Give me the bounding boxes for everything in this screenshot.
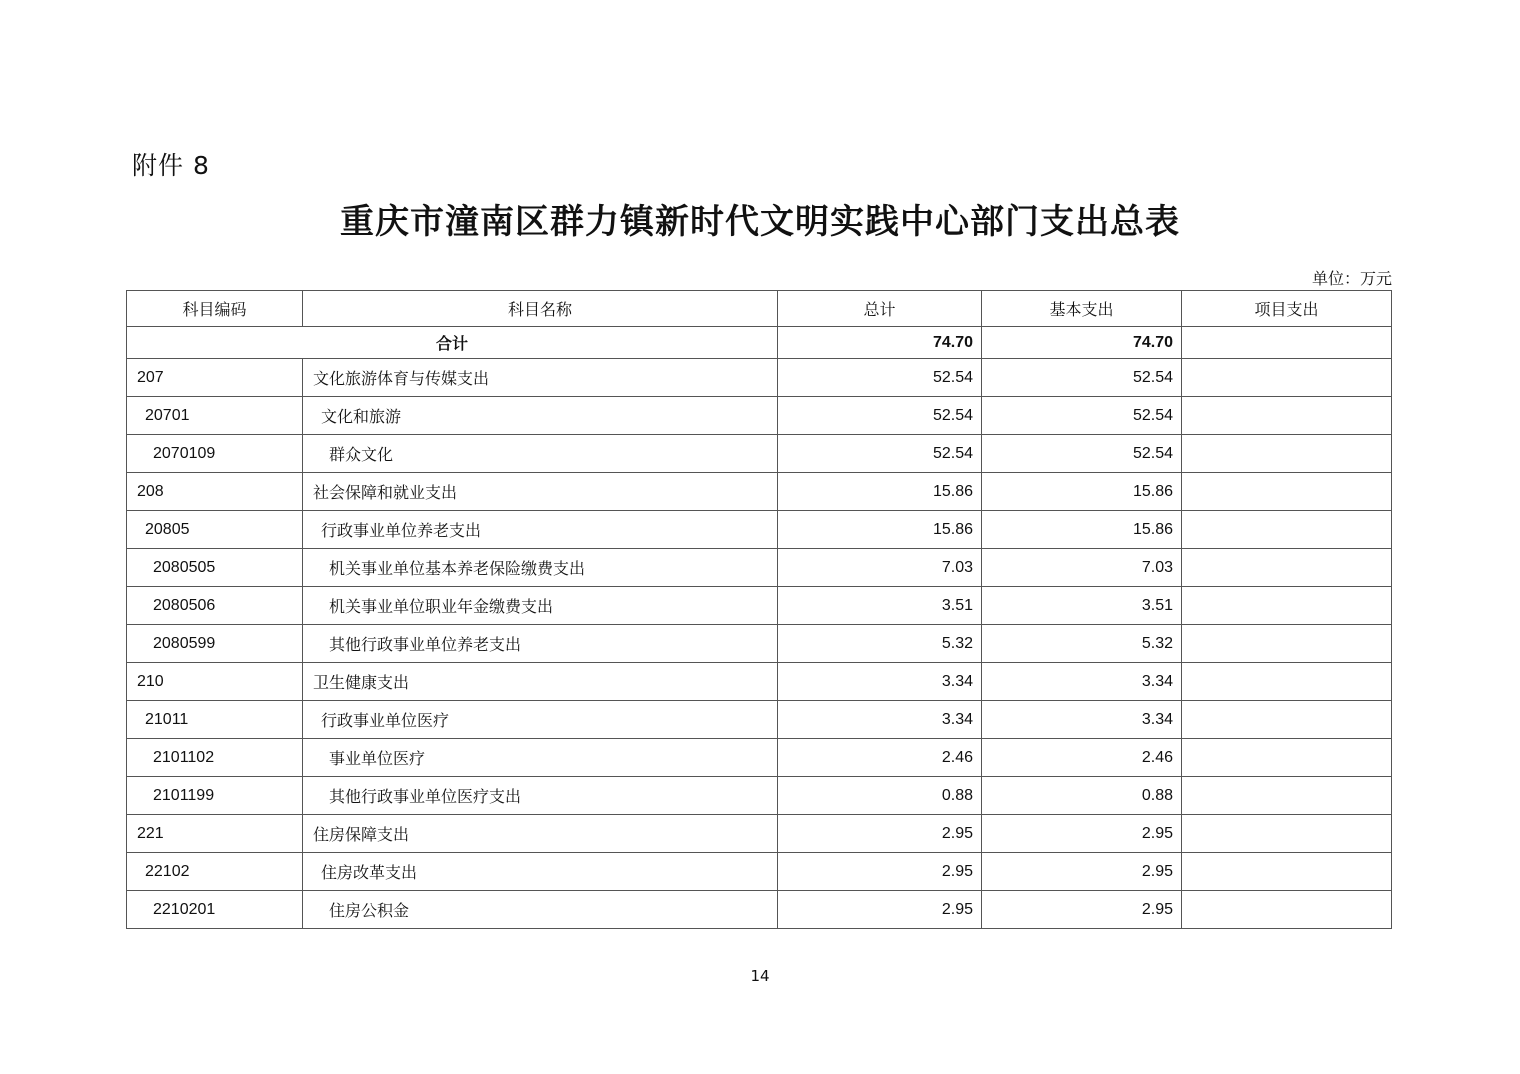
cell-total: 2.95	[778, 853, 982, 891]
cell-project	[1182, 473, 1392, 511]
cell-basic: 15.86	[982, 511, 1182, 549]
expense-table	[126, 290, 1392, 929]
cell-name: 其他行政事业单位医疗支出	[303, 777, 778, 815]
header-project: 项目支出	[1182, 291, 1392, 327]
cell-name: 群众文化	[303, 435, 778, 473]
cell-total: 2.46	[778, 739, 982, 777]
header-total: 总计	[778, 291, 982, 327]
cell-project	[1182, 815, 1392, 853]
cell-project	[1182, 397, 1392, 435]
cell-name: 文化旅游体育与传媒支出	[303, 359, 778, 397]
cell-name: 行政事业单位养老支出	[303, 511, 778, 549]
cell-total: 0.88	[778, 777, 982, 815]
total-sum: 74.70	[778, 327, 982, 359]
cell-project	[1182, 549, 1392, 587]
cell-project	[1182, 891, 1392, 929]
table-row	[127, 473, 1392, 511]
table-row	[127, 739, 1392, 777]
cell-code: 2210201	[127, 891, 303, 929]
cell-project	[1182, 435, 1392, 473]
cell-code: 2080505	[127, 549, 303, 587]
cell-total: 3.51	[778, 587, 982, 625]
cell-project	[1182, 777, 1392, 815]
table-row	[127, 549, 1392, 587]
cell-name: 事业单位医疗	[303, 739, 778, 777]
cell-total: 5.32	[778, 625, 982, 663]
cell-total: 15.86	[778, 511, 982, 549]
table-row	[127, 853, 1392, 891]
cell-project	[1182, 511, 1392, 549]
cell-basic: 5.32	[982, 625, 1182, 663]
table-row	[127, 777, 1392, 815]
cell-name: 行政事业单位医疗	[303, 701, 778, 739]
cell-total: 7.03	[778, 549, 982, 587]
cell-total: 52.54	[778, 435, 982, 473]
cell-basic: 52.54	[982, 397, 1182, 435]
cell-name: 机关事业单位基本养老保险缴费支出	[303, 549, 778, 587]
cell-project	[1182, 739, 1392, 777]
table-row	[127, 891, 1392, 929]
attachment-label: 附件 8	[132, 151, 210, 180]
cell-code: 208	[127, 473, 303, 511]
header-name: 科目名称	[303, 291, 778, 327]
cell-name: 住房公积金	[303, 891, 778, 929]
table-body	[127, 327, 1392, 929]
cell-basic: 52.54	[982, 435, 1182, 473]
cell-name: 住房保障支出	[303, 815, 778, 853]
cell-total: 52.54	[778, 359, 982, 397]
cell-code: 2080599	[127, 625, 303, 663]
cell-project	[1182, 853, 1392, 891]
cell-name: 文化和旅游	[303, 397, 778, 435]
cell-name: 机关事业单位职业年金缴费支出	[303, 587, 778, 625]
cell-total: 3.34	[778, 663, 982, 701]
table-row	[127, 397, 1392, 435]
cell-total: 2.95	[778, 815, 982, 853]
table-row	[127, 359, 1392, 397]
table-row	[127, 701, 1392, 739]
cell-total: 3.34	[778, 701, 982, 739]
cell-code: 2101102	[127, 739, 303, 777]
cell-basic: 3.51	[982, 587, 1182, 625]
cell-basic: 2.95	[982, 853, 1182, 891]
cell-basic: 52.54	[982, 359, 1182, 397]
table-row	[127, 435, 1392, 473]
cell-code: 221	[127, 815, 303, 853]
cell-project	[1182, 359, 1392, 397]
unit-label: 单位：万元	[1311, 269, 1392, 288]
header-row	[127, 291, 1392, 327]
cell-basic: 2.95	[982, 891, 1182, 929]
total-label: 合计	[127, 327, 778, 359]
cell-code: 2070109	[127, 435, 303, 473]
cell-total: 2.95	[778, 891, 982, 929]
cell-basic: 3.34	[982, 663, 1182, 701]
cell-project	[1182, 663, 1392, 701]
total-project	[1182, 327, 1392, 359]
table-row	[127, 625, 1392, 663]
cell-name: 住房改革支出	[303, 853, 778, 891]
cell-basic: 3.34	[982, 701, 1182, 739]
cell-code: 20701	[127, 397, 303, 435]
header-code: 科目编码	[127, 291, 303, 327]
cell-total: 52.54	[778, 397, 982, 435]
cell-basic: 2.46	[982, 739, 1182, 777]
table-row	[127, 663, 1392, 701]
cell-basic: 0.88	[982, 777, 1182, 815]
cell-total: 15.86	[778, 473, 982, 511]
table-row	[127, 587, 1392, 625]
cell-project	[1182, 625, 1392, 663]
cell-code: 21011	[127, 701, 303, 739]
cell-basic: 15.86	[982, 473, 1182, 511]
cell-code: 22102	[127, 853, 303, 891]
page-number: 14	[750, 967, 770, 985]
total-row	[127, 327, 1392, 359]
cell-code: 210	[127, 663, 303, 701]
cell-code: 207	[127, 359, 303, 397]
table-header	[127, 291, 1392, 327]
cell-code: 20805	[127, 511, 303, 549]
cell-name: 社会保障和就业支出	[303, 473, 778, 511]
table-row	[127, 815, 1392, 853]
cell-project	[1182, 701, 1392, 739]
header-basic: 基本支出	[982, 291, 1182, 327]
cell-basic: 2.95	[982, 815, 1182, 853]
cell-basic: 7.03	[982, 549, 1182, 587]
cell-name: 卫生健康支出	[303, 663, 778, 701]
cell-code: 2101199	[127, 777, 303, 815]
cell-code: 2080506	[127, 587, 303, 625]
page-title: 重庆市潼南区群力镇新时代文明实践中心部门支出总表	[340, 202, 1180, 242]
cell-name: 其他行政事业单位养老支出	[303, 625, 778, 663]
cell-project	[1182, 587, 1392, 625]
total-basic: 74.70	[982, 327, 1182, 359]
table-row	[127, 511, 1392, 549]
